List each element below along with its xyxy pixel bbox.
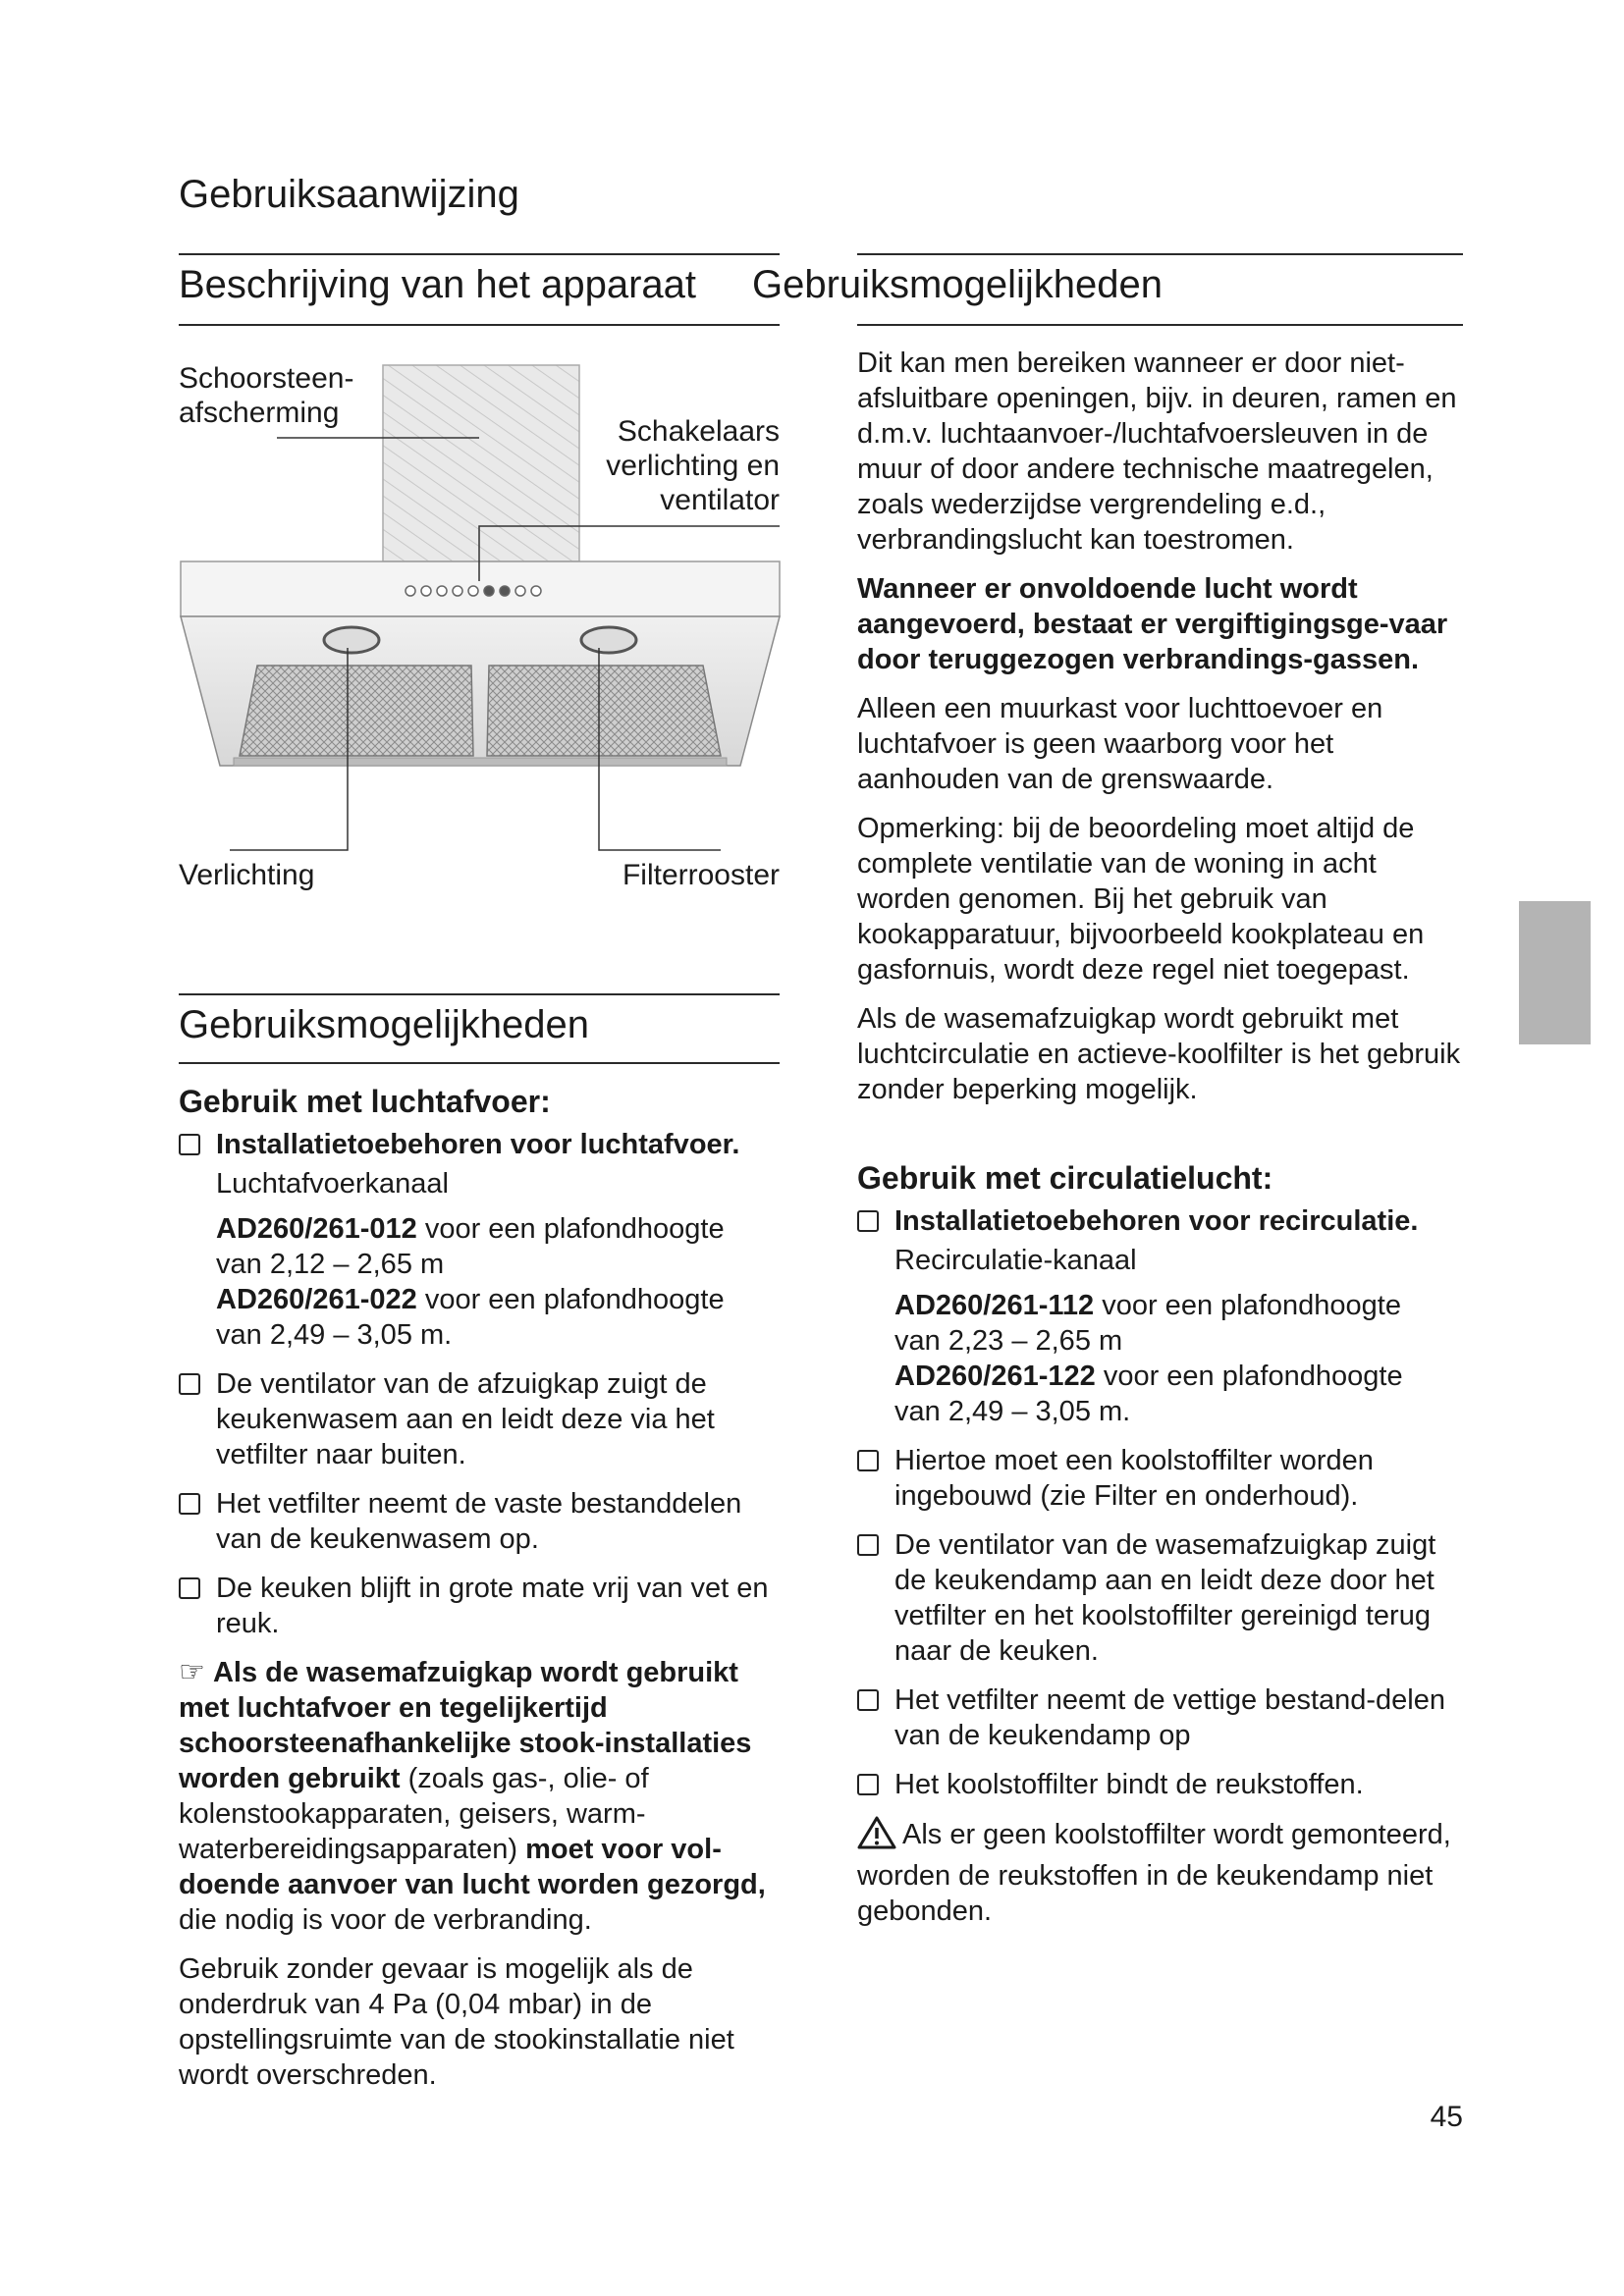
label-filter-grille: Filterrooster xyxy=(622,859,780,891)
model-range: van 2,12 – 2,65 m xyxy=(216,1249,445,1280)
checkbox-bullet-icon xyxy=(857,1210,879,1232)
bullet-fan-exhaust xyxy=(179,1366,784,1472)
heading-circulation-use: Gebruik met circulatielucht: xyxy=(857,1160,1273,1196)
rule-left-top xyxy=(179,253,780,255)
label-chimney-cover xyxy=(179,361,353,430)
label-switches xyxy=(550,414,780,517)
bullet-text: Het vetfilter neemt de vettige bestand-delen van de keukendamp op xyxy=(894,1684,1445,1751)
checkbox-bullet-icon xyxy=(857,1689,879,1711)
note-text-2: die nodig is voor de verbranding. xyxy=(179,1904,592,1936)
hood-control-panel xyxy=(181,561,780,616)
bullet-text: Het koolstoffilter bindt de reukstoffen. xyxy=(894,1769,1364,1800)
label-switch-line1: Schakelaars xyxy=(617,415,780,448)
bullet-title: Installatietoebehoren voor recirculatie. xyxy=(894,1205,1419,1237)
note-bold-2: moet voor vol-doende aanvoer van lucht worden gezorgd, xyxy=(179,1834,766,1900)
model-line-1 xyxy=(894,1288,1468,1323)
exhaust-accessory-details xyxy=(179,1166,784,1353)
rule-left-mid xyxy=(179,993,780,995)
note-text-1: (zoals gas-, olie- of kolenstookapparaten, geisers, warm-waterbereidingsapparaten) xyxy=(179,1763,649,1865)
bullet-exhaust-accessories xyxy=(179,1127,784,1162)
bullet-kitchen-clean xyxy=(179,1571,784,1641)
label-chimney-line1: Schoorsteen- xyxy=(179,362,354,395)
checkbox-bullet-icon xyxy=(179,1373,200,1395)
paragraph-pressure: Gebruik zonder gevaar is mogelijk als de onderdruk van 4 Pa (0,04 mbar) in de opstellingsruimte van de stookinstallatie niet wordt overschreden. xyxy=(179,1953,734,2091)
bullet-recirculation-accessories xyxy=(857,1203,1468,1239)
model-code: AD260/261-112 xyxy=(894,1290,1095,1321)
model-line-1 xyxy=(216,1211,784,1247)
model-range: van 2,49 – 3,05 m. xyxy=(216,1319,453,1351)
bullet-text: Het vetfilter neemt de vaste bestanddelen van de keukenwasem op. xyxy=(216,1488,742,1555)
page-number: 45 xyxy=(1430,2101,1463,2133)
bullet-grease-filter-right xyxy=(857,1682,1468,1753)
model-code: AD260/261-012 xyxy=(216,1213,417,1245)
model-range: van 2,49 – 3,05 m. xyxy=(894,1396,1131,1427)
rule-left-top-2 xyxy=(179,324,780,326)
label-switch-line3: ventilator xyxy=(660,484,780,516)
model-text: voor een plafondhoogte xyxy=(416,1213,725,1245)
note-combustion xyxy=(179,1655,784,1938)
pointing-hand-icon: ☞ xyxy=(179,1656,205,1688)
control-buttons xyxy=(406,586,541,596)
rule-right-top xyxy=(857,253,1463,255)
paragraph-air-supply: Dit kan men bereiken wanneer er door niet-afsluitbare openingen, bijv. in deuren, ramen en d.m.v. luchtaanvoer-/luchtafvoersleuven in de muur of door andere technische maatregelen, zoals wederzijdse vergrendeling e.d., verbrandingslucht kan toestromen. xyxy=(857,347,1457,556)
checkbox-bullet-icon xyxy=(179,1577,200,1599)
light-left xyxy=(324,627,379,653)
bullet-fan-recirculation xyxy=(857,1527,1468,1669)
model-text: voor een plafondhoogte xyxy=(416,1284,725,1315)
paragraph-poison-warning: Wanneer er onvoldoende lucht wordt aangevoerd, bestaat er vergiftigingsge-vaar door teruggezogen verbrandings-gassen. xyxy=(857,573,1448,675)
rule-left-mid-2 xyxy=(179,1062,780,1064)
warning-no-carbon-filter xyxy=(857,1816,1468,1929)
model-line-2 xyxy=(894,1359,1468,1394)
note-bold-1: Als de wasemafzuigkap wordt gebruikt met luchtafvoer en tegelijkertijd schoorsteenafhankelijke stook-installaties worden gebruikt xyxy=(179,1657,752,1794)
label-lighting: Verlichting xyxy=(179,859,315,891)
model-range: van 2,23 – 2,65 m xyxy=(894,1325,1123,1357)
bullet-carbon-odor xyxy=(857,1767,1468,1802)
model-code: AD260/261-122 xyxy=(894,1361,1096,1392)
warning-triangle-icon xyxy=(857,1816,896,1858)
rule-right-top-2 xyxy=(857,324,1463,326)
section-tab-marker xyxy=(1519,901,1591,1044)
label-chimney-line2: afscherming xyxy=(179,397,340,429)
bullet-text: De keuken blijft in grote mate vrij van vet en reuk. xyxy=(216,1573,769,1639)
checkbox-bullet-icon xyxy=(857,1450,879,1471)
paragraph-circulation-ok: Als de wasemafzuigkap wordt gebruikt met luchtcirculatie en actieve-koolfilter is het gebruik zonder beperking mogelijk. xyxy=(857,1003,1461,1105)
paragraph-remark: Opmerking: bij de beoordeling moet altijd de complete ventilatie van de woning in acht worden genomen. Bij het gebruik van kookapparatuur, bijvoorbeeld kookplateau en gasfornuis, wordt deze regel niet toegepast. xyxy=(857,813,1425,986)
checkbox-bullet-icon xyxy=(857,1774,879,1795)
left-column xyxy=(179,1084,784,2107)
label-switch-line2: verlichting en xyxy=(606,450,780,482)
filter-left xyxy=(240,666,473,756)
model-line-2 xyxy=(216,1282,784,1317)
bullet-carbon-filter-install xyxy=(857,1443,1468,1514)
heading-usage-options-right: Gebruiksmogelijkheden xyxy=(752,263,1164,306)
light-right xyxy=(581,627,636,653)
filter-right xyxy=(487,666,721,756)
checkbox-bullet-icon xyxy=(179,1134,200,1155)
heading-exhaust-use: Gebruik met luchtafvoer: xyxy=(179,1084,551,1119)
warning-text: Als er geen koolstoffilter wordt gemonteerd, worden de reukstoffen in de keukendamp niet gebonden. xyxy=(857,1819,1451,1927)
exhaust-duct-label: Luchtafvoerkanaal xyxy=(216,1168,449,1200)
model-code: AD260/261-022 xyxy=(216,1284,417,1315)
checkbox-bullet-icon xyxy=(857,1534,879,1556)
heading-device-description: Beschrijving van het apparaat xyxy=(179,263,696,306)
bullet-grease-filter xyxy=(179,1486,784,1557)
right-column xyxy=(857,346,1468,1943)
recirculation-accessory-details xyxy=(857,1243,1468,1429)
bullet-text: Hiertoe moet een koolstoffilter worden ingebouwd (zie Filter en onderhoud). xyxy=(894,1445,1374,1512)
bullet-title: Installatietoebehoren voor luchtafvoer. xyxy=(216,1129,740,1160)
bullet-text: De ventilator van de afzuigkap zuigt de keukenwasem aan en leidt deze via het vetfilter naar buiten. xyxy=(216,1368,715,1470)
checkbox-bullet-icon xyxy=(179,1493,200,1515)
paragraph-wall-box: Alleen een muurkast voor luchttoevoer en luchtafvoer is geen waarborg voor het aanhouden van de grenswaarde. xyxy=(857,693,1383,795)
model-text: voor een plafondhoogte xyxy=(1095,1361,1403,1392)
bullet-text: De ventilator van de wasemafzuigkap zuigt de keukendamp aan en leidt deze door het vetfilter en het koolstoffilter gereinigd terug naar de keuken. xyxy=(894,1529,1436,1667)
page-title: Gebruiksaanwijzing xyxy=(179,173,519,216)
model-text: voor een plafondhoogte xyxy=(1094,1290,1401,1321)
heading-usage-options: Gebruiksmogelijkheden xyxy=(179,1003,590,1046)
recirculation-duct-label: Recirculatie-kanaal xyxy=(894,1245,1137,1276)
